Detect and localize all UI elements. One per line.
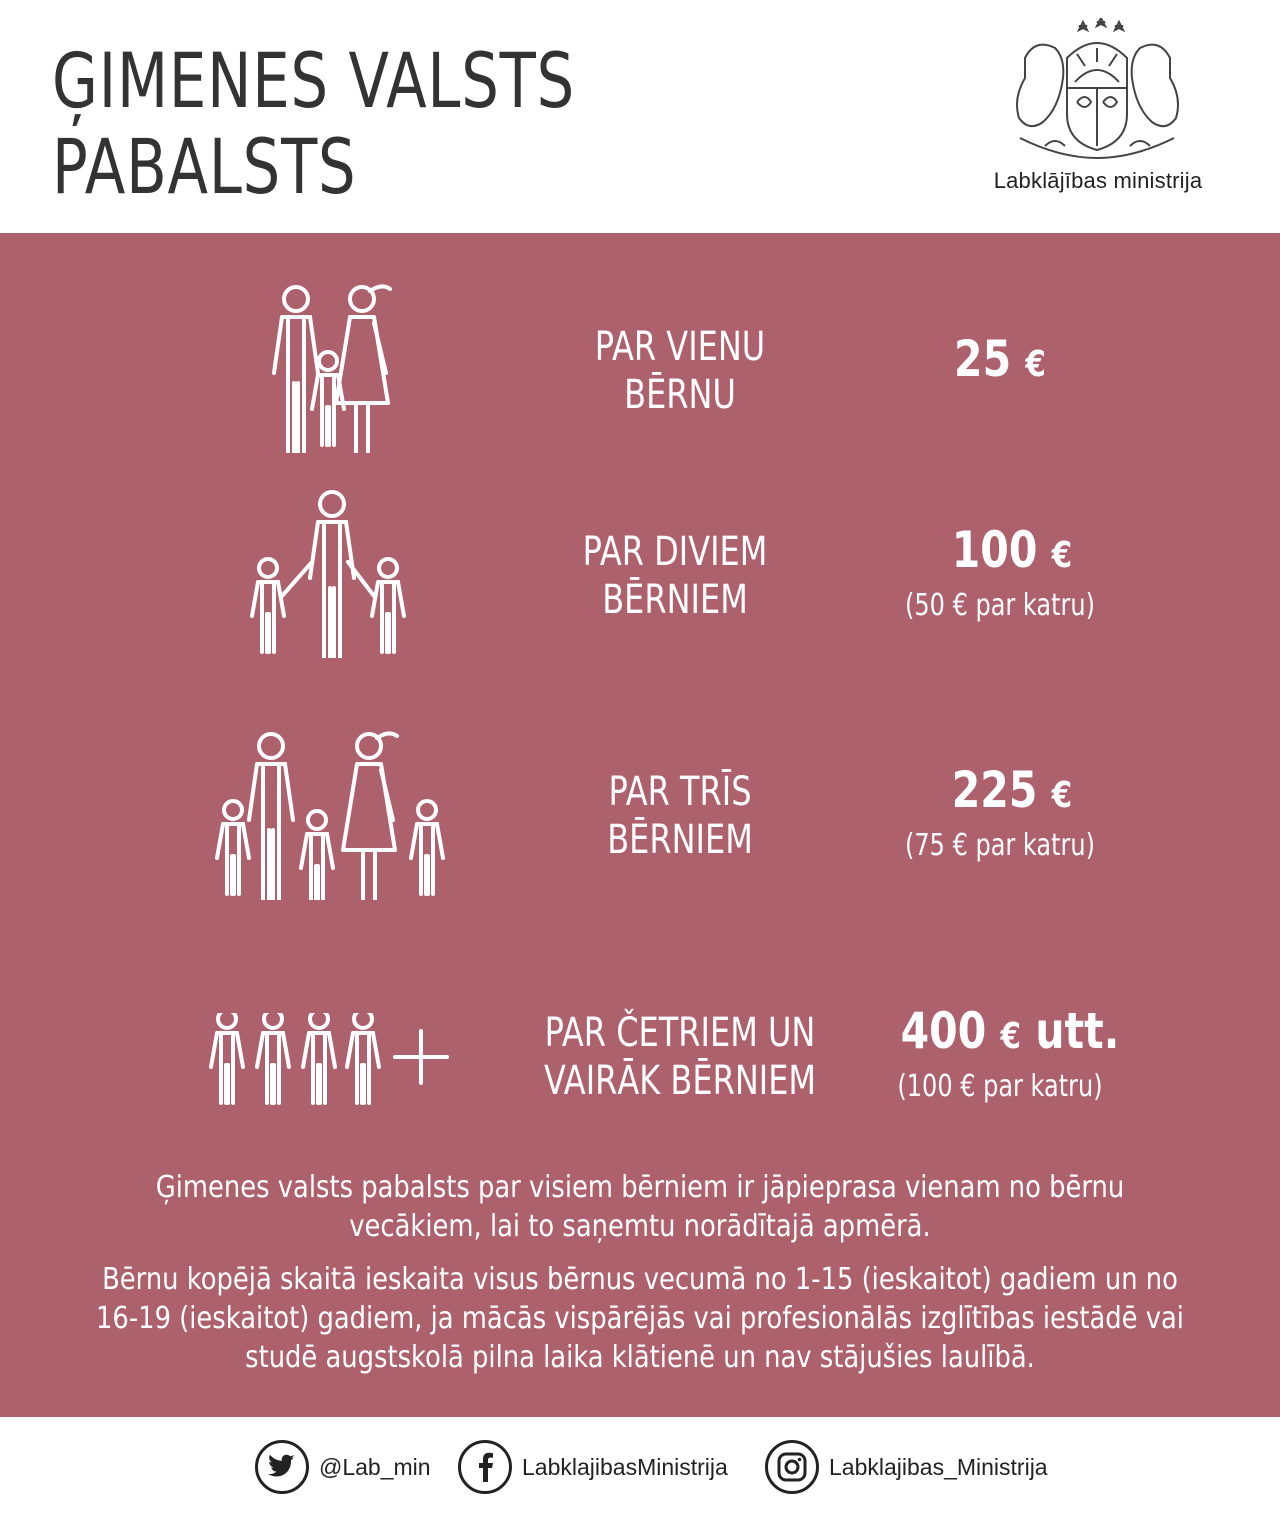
info-paragraph-1	[90, 1168, 1190, 1246]
benefit-label-line-2: BĒRNIEM	[607, 817, 753, 863]
benefit-label-line-2: VAIRĀK BĒRNIEM	[543, 1058, 817, 1104]
amount-value: 225	[951, 761, 1038, 819]
benefit-row-three-children	[0, 730, 1280, 910]
benefit-row-two-children	[0, 488, 1280, 668]
benefit-amount	[914, 522, 1111, 584]
benefit-label-line-2: BĒRNU	[624, 372, 736, 418]
benefit-label	[552, 323, 808, 419]
info-paragraph-2-text: Bērnu kopējā skaitā ieskaita visus bērnus vecumā no 1-15 (ieskaitot) gadiem un no 16-19 (ieskaitot) gadiem, ja mācās vispārējās vai profesionālās izglītības iestādē vai studē augstskolā pilna laika klātienē un nav stājušies laulībā.	[96, 1262, 1184, 1375]
instagram-handle[interactable]: Labklajibas_Ministrija	[829, 1453, 1048, 1480]
benefit-label-line-2: BĒRNIEM	[602, 577, 748, 623]
footer	[0, 1417, 1280, 1514]
twitter-handle[interactable]: @Lab_min	[319, 1453, 431, 1480]
instagram-icon[interactable]	[765, 1440, 819, 1494]
benefit-label-line-1: PAR TRĪS	[608, 769, 752, 815]
currency: €	[1051, 775, 1073, 816]
social-facebook[interactable]	[458, 1439, 728, 1495]
benefit-label-line-1: PAR ČETRIEM UN	[544, 1010, 816, 1056]
amount-suffix: utt.	[1035, 1002, 1120, 1060]
benefit-amount	[902, 331, 1099, 393]
facebook-icon[interactable]	[458, 1440, 512, 1494]
title-line-1: ĢIMENES VALSTS	[52, 36, 576, 125]
benefit-amount	[887, 1003, 1133, 1065]
currency: €	[1000, 1016, 1022, 1057]
family-one-child-icon	[250, 283, 410, 453]
benefit-label	[547, 528, 803, 624]
info-paragraph-1-text: Ģimenes valsts pabalsts par visiem bērniem ir jāpieprasa vienam no bērnu vecākiem, lai to saņemtu norādītajā apmērā.	[155, 1170, 1125, 1244]
family-two-children-icon	[242, 488, 422, 658]
benefit-row-one-child	[0, 283, 1280, 463]
page-title	[52, 38, 575, 210]
header	[0, 0, 1280, 233]
latvia-coat-of-arms-icon	[1005, 18, 1190, 166]
benefit-label	[552, 768, 808, 864]
benefit-row-four-plus-children	[0, 1003, 1280, 1153]
amount-value: 100	[951, 521, 1038, 579]
benefit-label-line-1: PAR DIVIEM	[582, 529, 768, 575]
amount-value: 25	[954, 330, 1012, 388]
ministry-name: Labklājības ministrija	[993, 168, 1203, 193]
amount-value: 400	[900, 1002, 987, 1060]
benefit-label	[520, 1009, 840, 1105]
family-three-children-icon	[203, 730, 453, 900]
benefit-label-line-1: PAR VIENU	[594, 324, 766, 370]
info-paragraph-2	[90, 1260, 1190, 1377]
benefit-panel	[0, 233, 1280, 1417]
twitter-icon[interactable]	[255, 1440, 309, 1494]
benefit-amount	[914, 762, 1111, 824]
social-instagram[interactable]	[765, 1439, 1048, 1495]
title-line-2: PABALSTS	[52, 122, 357, 211]
benefit-note: (100 € par katru)	[897, 1069, 1103, 1104]
benefit-note: (50 € par katru)	[905, 588, 1095, 623]
benefit-note: (75 € par katru)	[905, 828, 1095, 863]
social-twitter[interactable]	[255, 1439, 431, 1495]
currency: €	[1025, 344, 1046, 385]
four-children-plus-icon	[203, 1013, 453, 1113]
facebook-handle[interactable]: LabklajibasMinistrija	[522, 1453, 728, 1480]
currency: €	[1051, 535, 1073, 576]
